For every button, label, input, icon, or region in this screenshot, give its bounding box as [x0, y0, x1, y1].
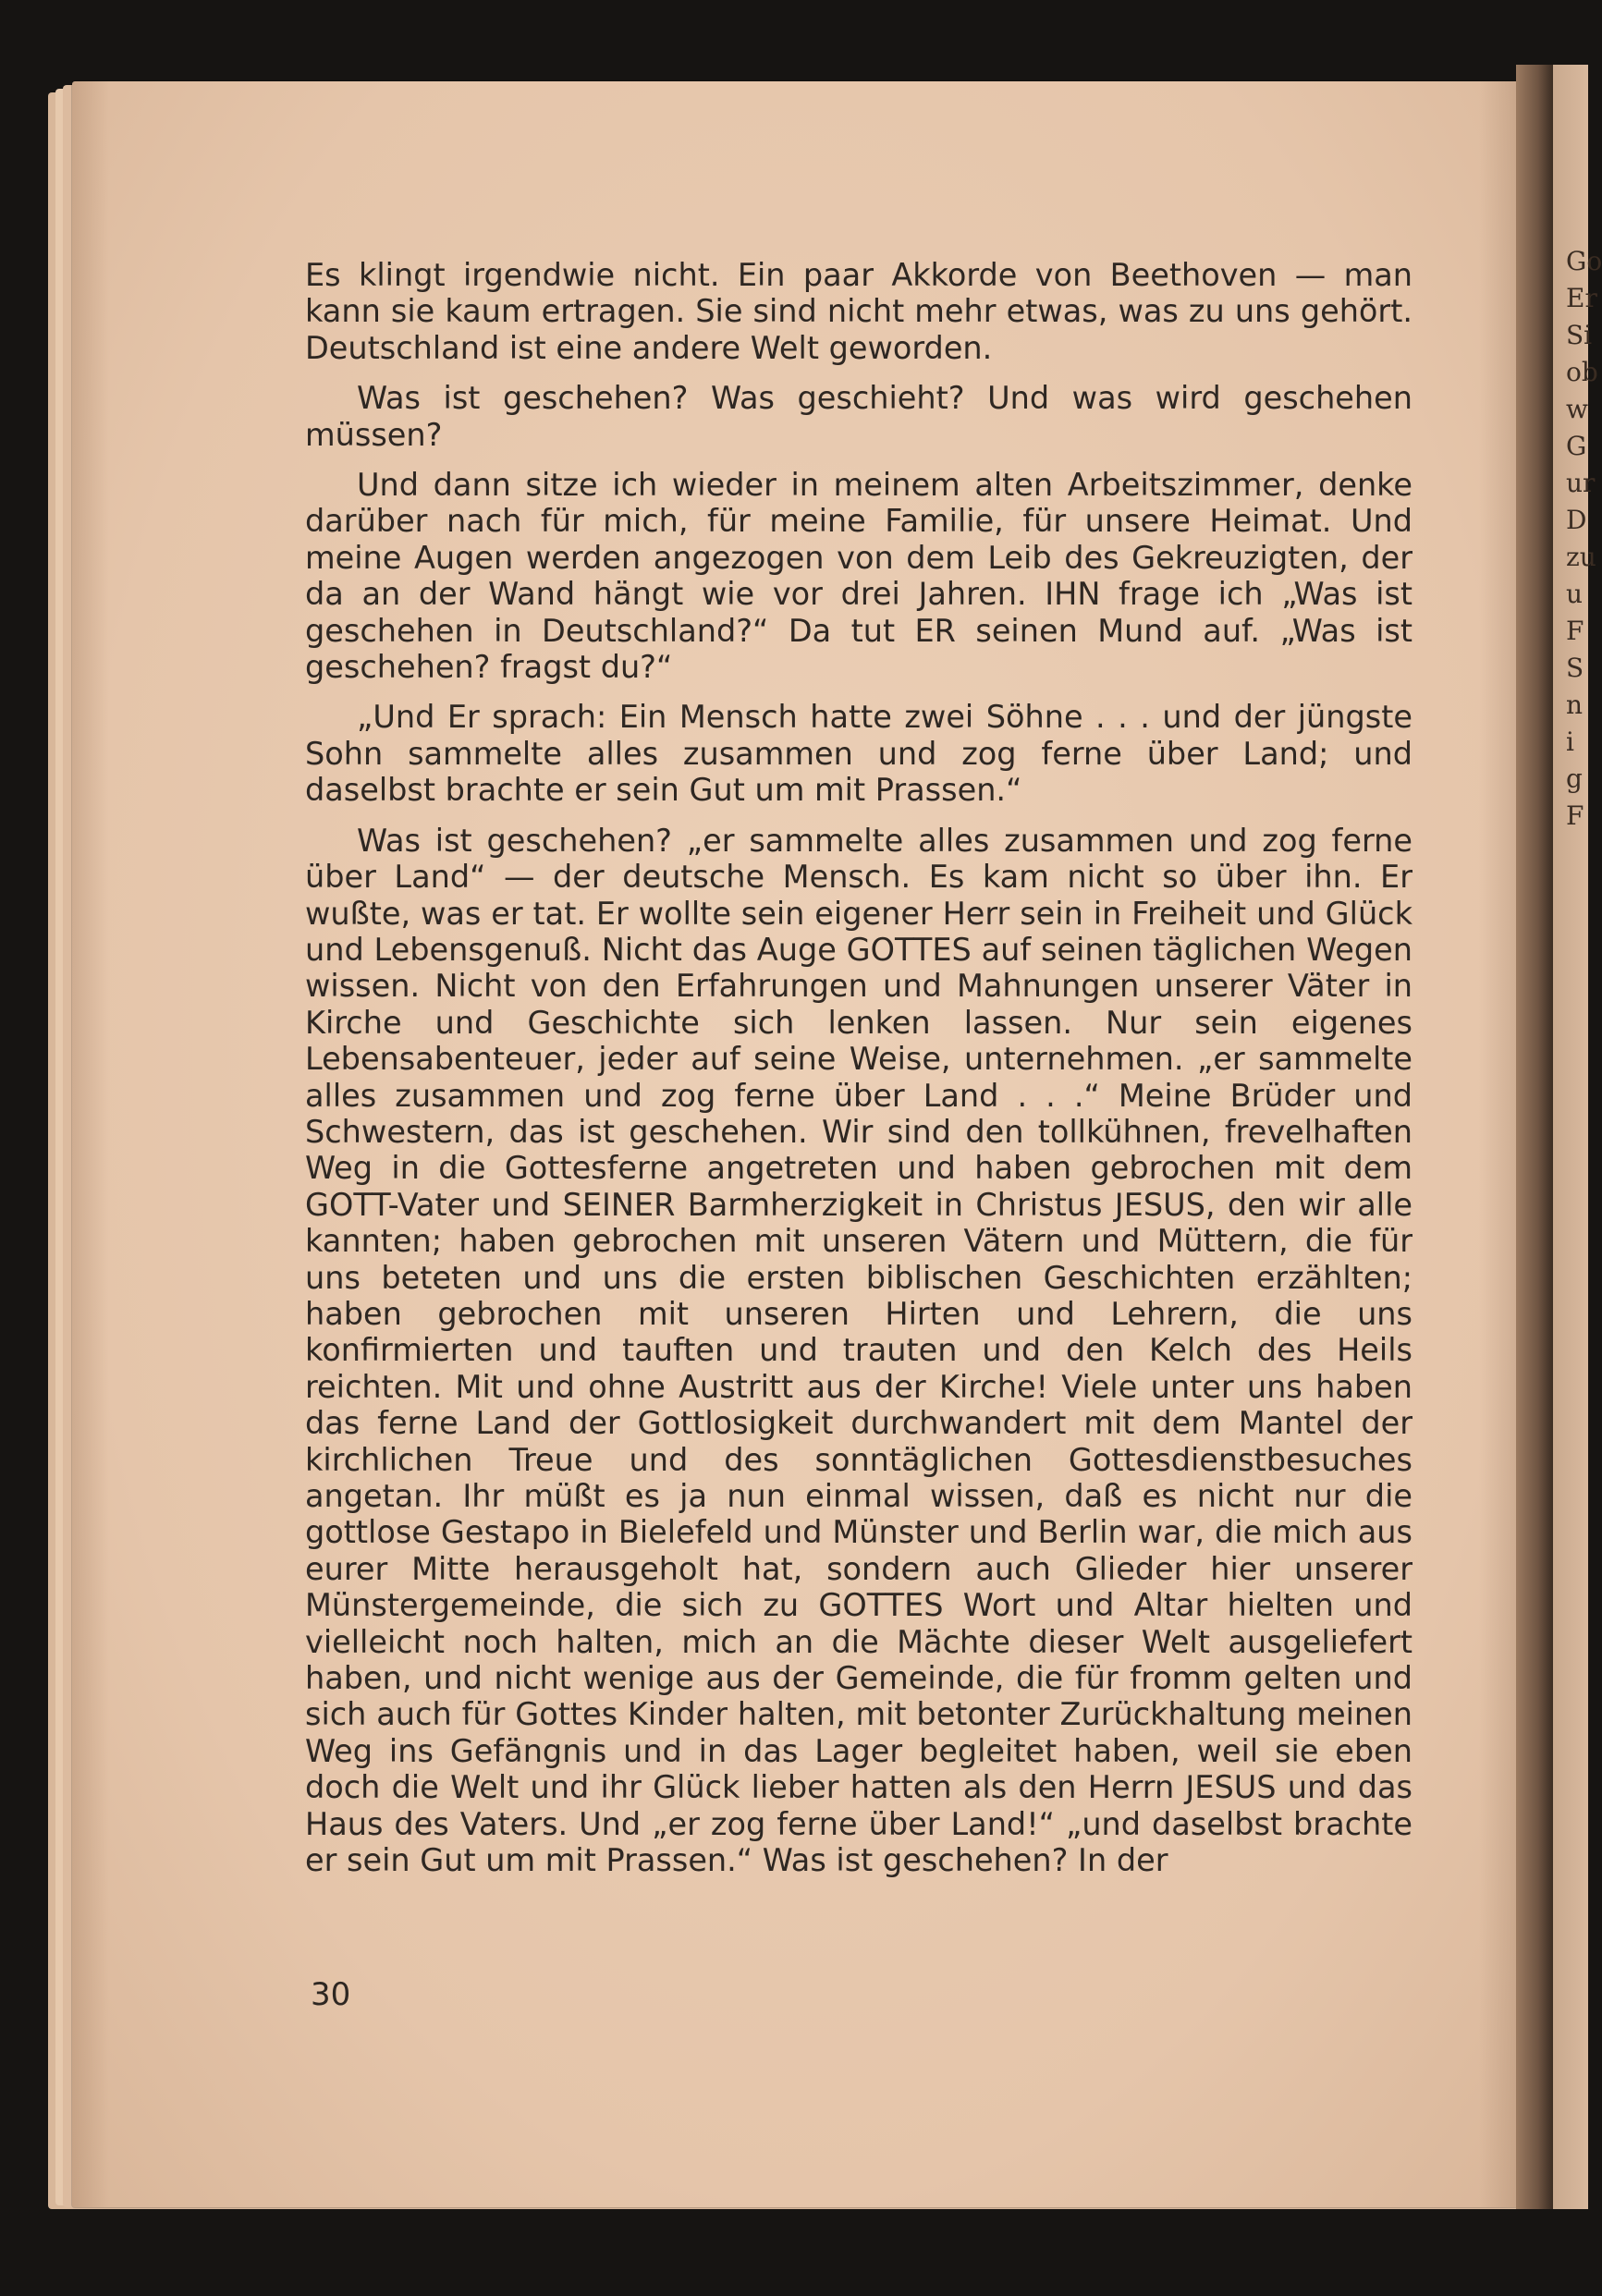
page-body-text: [305, 257, 1412, 1892]
facing-page-fragment: w: [1566, 394, 1588, 424]
facing-page-fragment: Go: [1566, 246, 1602, 276]
facing-page-fragment: F: [1566, 616, 1584, 646]
facing-page-fragment: S: [1566, 653, 1584, 683]
paragraph: „Und Er sprach: Ein Mensch hatte zwei Söhne . . . und der jüngste Sohn sammelte alles zusammen und zog ferne über Land; und daselbst brachte er sein Gut um mit Prassen.“: [305, 699, 1412, 809]
facing-page-fragment: F: [1566, 800, 1584, 831]
book-gutter: [1516, 65, 1553, 2209]
facing-page-fragment: Er: [1566, 283, 1597, 313]
page-number: 30: [311, 1976, 351, 2013]
facing-page-fragment: D: [1566, 505, 1587, 535]
facing-page-fragment: i: [1566, 727, 1574, 757]
facing-page-fragment: u: [1566, 579, 1584, 609]
facing-page-fragment: g: [1566, 763, 1583, 794]
facing-page-fragment: G: [1566, 431, 1587, 461]
facing-page-fragment: ur: [1566, 468, 1596, 498]
facing-page-edge: [1553, 65, 1602, 2209]
paragraph: Was ist geschehen? Was geschieht? Und was wird geschehen müssen?: [305, 380, 1412, 453]
facing-page-fragment: ob: [1566, 357, 1598, 387]
paragraph: Es klingt irgendwie nicht. Ein paar Akkorde von Beethoven — man kann sie kaum ertragen. Sie sind nicht mehr etwas, was zu uns gehört. Deutschland ist eine andere Welt geworden.: [305, 257, 1412, 366]
facing-page-fragment: Si: [1566, 320, 1593, 350]
facing-page-fragment: zu: [1566, 542, 1596, 572]
paragraph: Was ist geschehen? „er sammelte alles zusammen und zog ferne über Land“ — der deutsche Mensch. Es kam nicht so über ihn. Er wußte, was er tat. Er wollte sein eigener Herr sein in Freiheit und Glück und Lebensgenuß. Nicht das Auge GOTTES auf seinen täglichen Wegen wissen. Nicht von den Erfahrungen und Mahnungen unserer Väter in Kirche und Geschichte sich lenken lassen. Nur sein eigenes Lebensabenteuer, jeder auf seine Weise, unternehmen. „er sammelte alles zusammen und zog ferne über Land . . .“ Meine Brüder und Schwestern, das ist geschehen. Wir sind den tollkühnen, frevelhaften Weg in die Gottesferne angetreten und haben gebrochen mit dem GOTT-Vater und SEINER Barmherzigkeit in Christus JESUS, den wir alle kannten; haben gebrochen mit unseren Vätern und Müttern, die für uns beteten und uns die ersten biblischen Geschichten erzählten; haben gebrochen mit unseren Hirten und Lehrern, die uns konfirmierten und tauften und trauten und den Kelch des Heils reichten. Mit und ohne Austritt aus der Kirche! Viele unter uns haben das ferne Land der Gottlosigkeit durchwandert mit dem Mantel der kirchlichen Treue und des sonntäglichen Gottesdienstbesuches angetan. Ihr müßt es ja nun einmal wissen, daß es nicht nur die gottlose Gestapo in Bielefeld und Münster und Berlin war, die mich aus eurer Mitte herausgeholt hat, sondern auch Glieder hier unserer Münstergemeinde, die sich zu GOTTES Wort und Altar hielten und vielleicht noch halten, mich an die Mächte dieser Welt ausgeliefert haben, und nicht wenige aus der Gemeinde, die für fromm gelten und sich auch für Gottes Kinder halten, mit betonter Zurückhaltung meinen Weg ins Gefängnis und in das Lager begleitet haben, weil sie eben doch die Welt und ihr Glück lieber hatten als den Herrn JESUS und das Haus des Vaters. Und „er zog ferne über Land!“ „und daselbst brachte er sein Gut um mit Prassen.“ Was ist geschehen? In der: [305, 822, 1412, 1879]
paragraph: Und dann sitze ich wieder in meinem alten Arbeitszimmer, denke darüber nach für mich, für meine Familie, für unsere Heimat. Und meine Augen werden angezogen von dem Leib des Gekreuzigten, der da an der Wand hängt wie vor drei Jahren. IHN frage ich „Was ist geschehen in Deutschland?“ Da tut ER seinen Mund auf. „Was ist geschehen? fragst du?“: [305, 467, 1412, 686]
facing-page-fragment: n: [1566, 690, 1584, 720]
